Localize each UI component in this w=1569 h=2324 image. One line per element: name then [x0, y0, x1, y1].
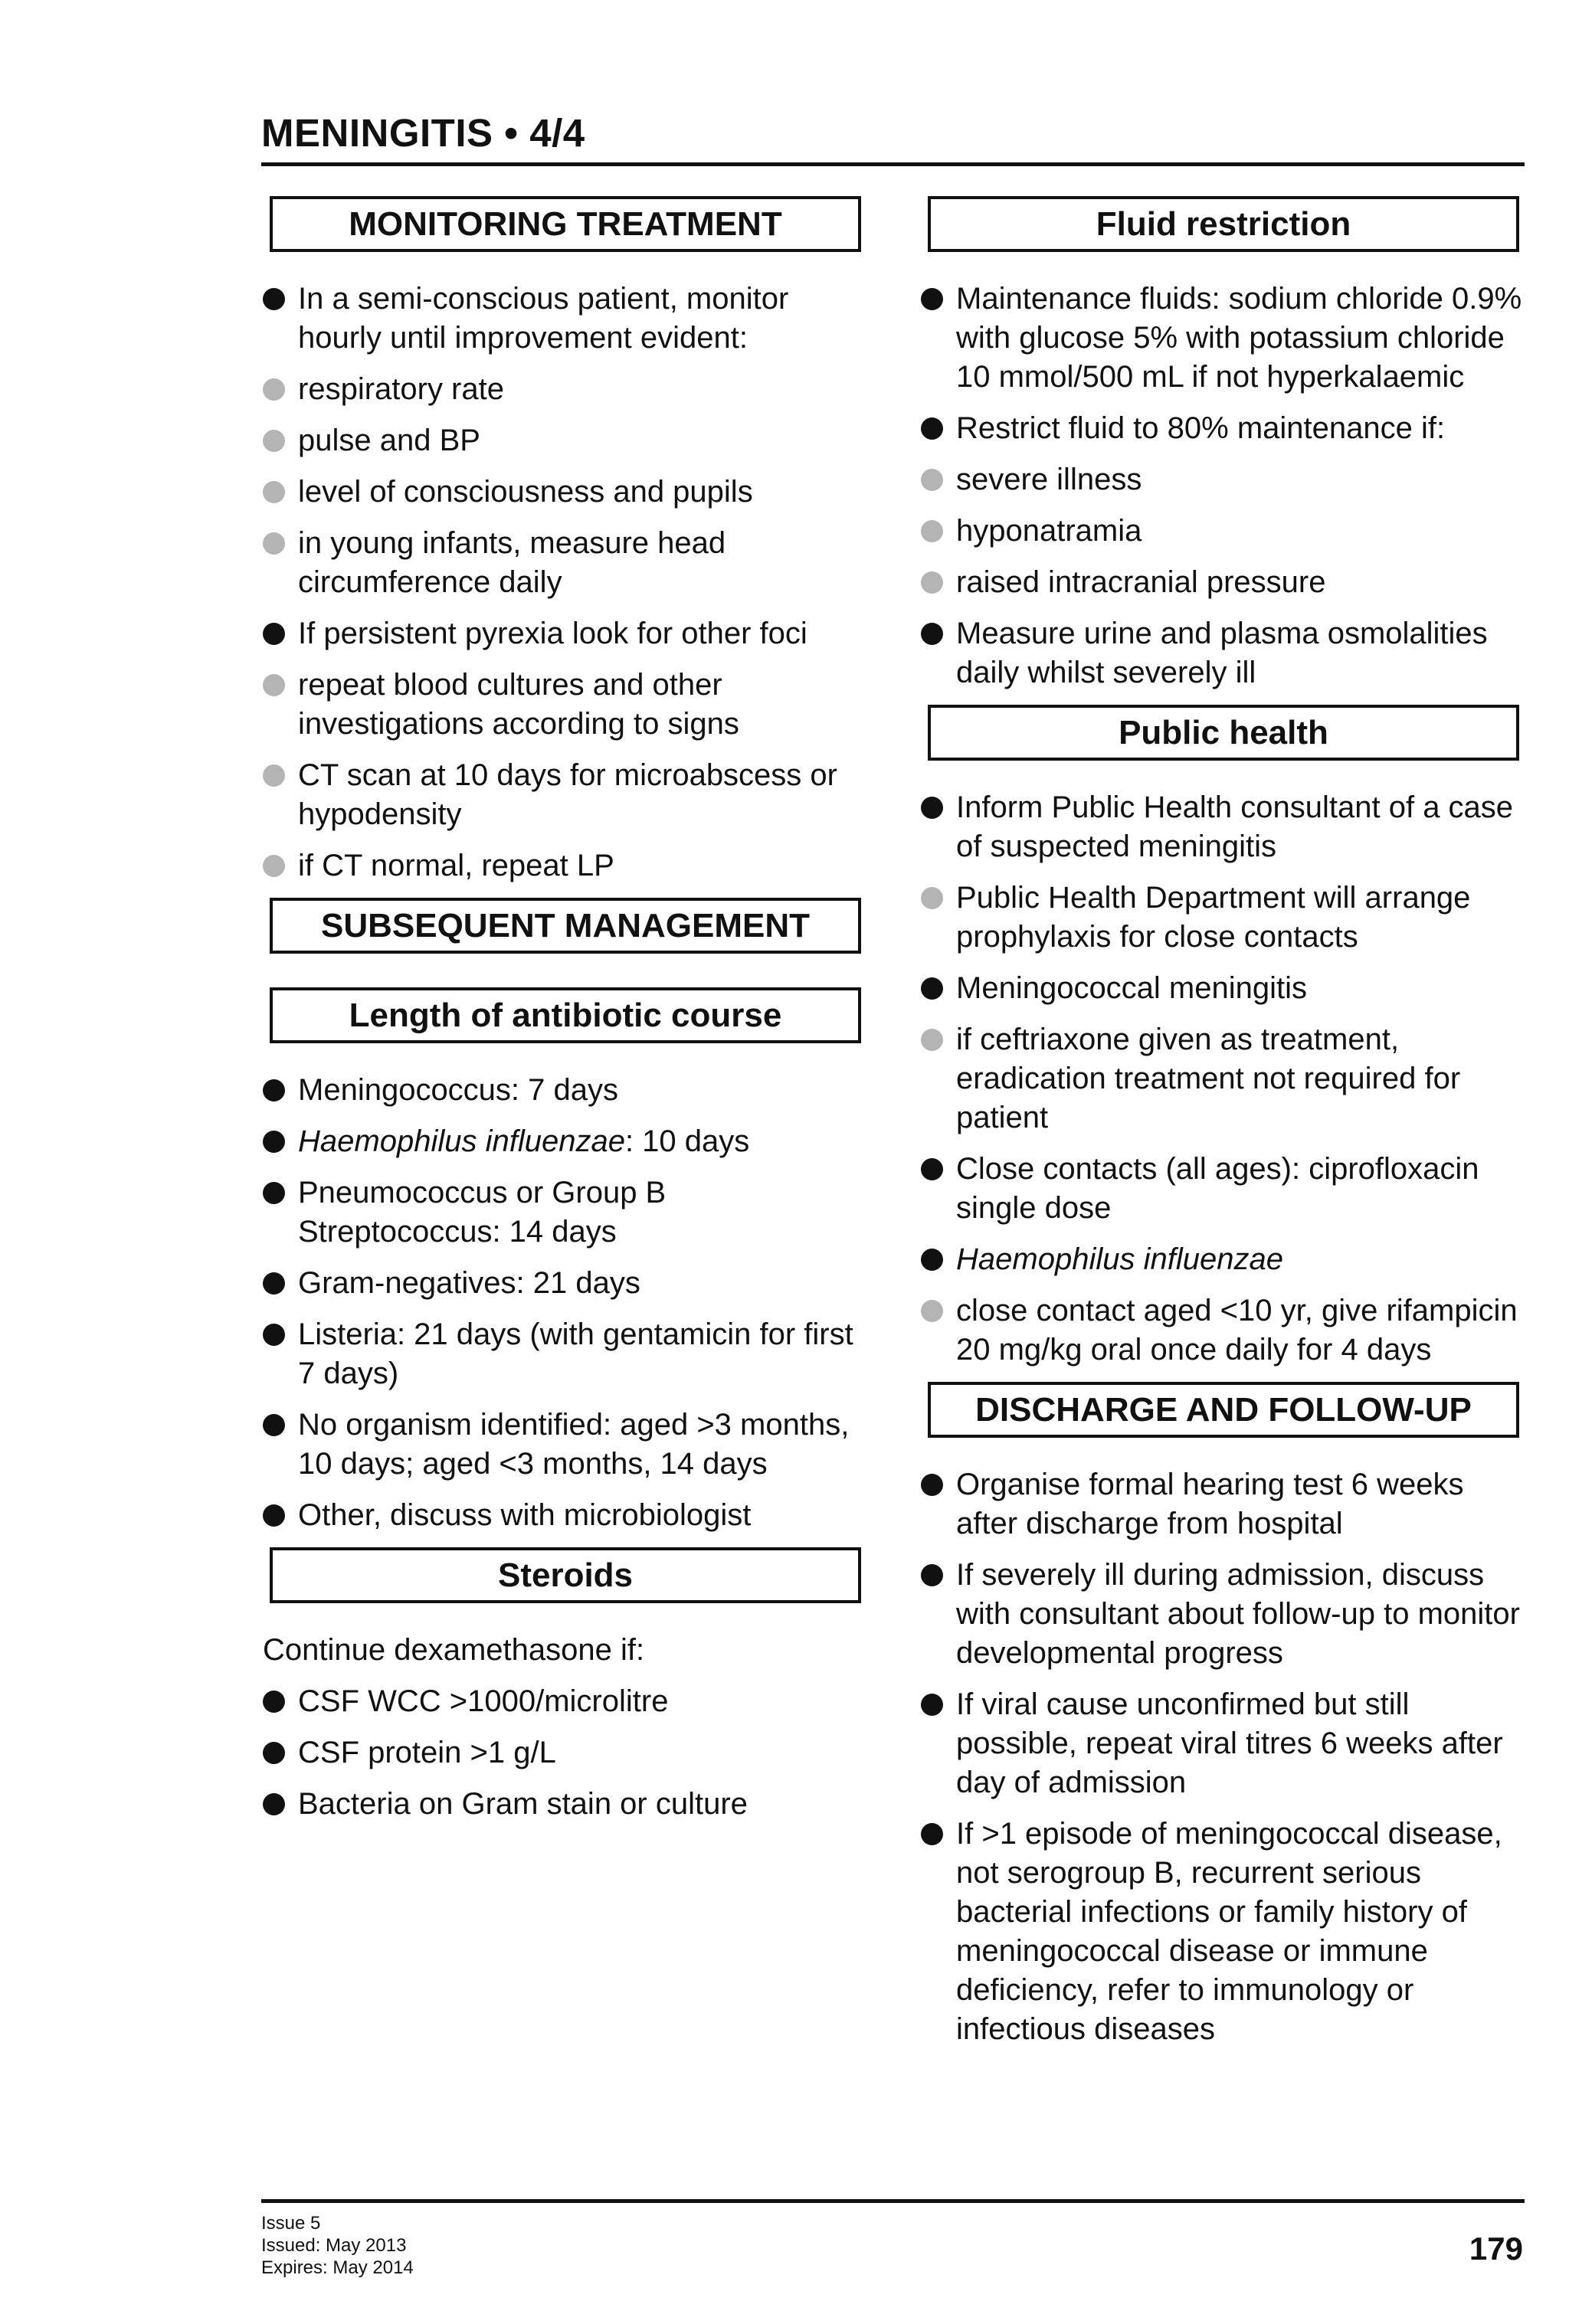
title-rule: [261, 162, 1525, 166]
sub-bullet-icon: [921, 571, 943, 594]
sub-bullet-icon: [263, 532, 285, 555]
sub-bullet-icon: [921, 1029, 943, 1051]
list-item: if ceftriaxone given as treatment, eradication treatment not required for patient: [921, 1020, 1526, 1137]
list-item: CSF protein >1 g/L: [263, 1733, 868, 1772]
bullet-icon: [263, 623, 285, 645]
steroids-intro: Continue dexamethasone if:: [263, 1633, 645, 1667]
footer-meta: [261, 2212, 414, 2279]
bullet-icon: [921, 1823, 943, 1845]
sub-bullet-icon: [263, 430, 285, 452]
page-number: 179: [1469, 2231, 1523, 2267]
list-item: Restrict fluid to 80% maintenance if:: [921, 409, 1526, 448]
sub-bullet-icon: [921, 887, 943, 909]
bullet-icon: [263, 1414, 285, 1436]
organism-name: Haemophilus influenzae: [956, 1242, 1283, 1276]
list-item: hyponatramia: [921, 512, 1526, 551]
sub-bullet-icon: [921, 1300, 943, 1322]
bullet-icon: [263, 288, 285, 310]
page-title: MENINGITIS • 4/4: [261, 111, 585, 155]
steroids-heading: Steroids: [270, 1547, 861, 1603]
list-item: No organism identified: aged >3 months, 10 days; aged <3 months, 14 days: [263, 1406, 868, 1484]
bullet-icon: [921, 417, 943, 440]
list-item: Maintenance fluids: sodium chloride 0.9% with glucose 5% with potassium chloride 10 mmol/500 mL if not hyperkalaemic: [921, 280, 1526, 397]
bullet-icon: [263, 1079, 285, 1101]
bullet-icon: [921, 623, 943, 645]
list-item: if CT normal, repeat LP: [263, 846, 868, 885]
list-item: severe illness: [921, 460, 1526, 499]
bullet-icon: [921, 1158, 943, 1180]
list-item: If >1 episode of meningococcal disease, not serogroup B, recurrent serious bacterial infections or family history of meningococcal disease or immune deficiency, refer to immunology or infectious diseases: [921, 1815, 1526, 2049]
issued-date: Issued: May 2013: [261, 2235, 407, 2256]
list-item: In a semi-conscious patient, monitor hourly until improvement evident:: [263, 280, 868, 358]
list-item: CSF WCC >1000/microlitre: [263, 1682, 868, 1721]
footer-rule: [261, 2199, 1525, 2203]
expiry-date: Expires: May 2014: [261, 2257, 414, 2278]
list-item: pulse and BP: [263, 421, 868, 460]
list-item: in young infants, measure head circumference daily: [263, 524, 868, 602]
list-item: Close contacts (all ages): ciprofloxacin single dose: [921, 1150, 1526, 1228]
monitoring-treatment-heading: MONITORING TREATMENT: [270, 196, 861, 252]
list-item: Gram-negatives: 21 days: [263, 1264, 868, 1303]
list-item: repeat blood cultures and other investigations according to signs: [263, 666, 868, 744]
bullet-icon: [263, 1793, 285, 1815]
bullet-icon: [263, 1324, 285, 1346]
sub-bullet-icon: [263, 378, 285, 401]
list-item: If persistent pyrexia look for other foci: [263, 614, 868, 653]
list-item: If viral cause unconfirmed but still possible, repeat viral titres 6 weeks after day of admission: [921, 1685, 1526, 1802]
bullet-icon: [921, 1474, 943, 1496]
list-item: respiratory rate: [263, 370, 868, 409]
bullet-icon: [263, 1742, 285, 1764]
list-item: Bacteria on Gram stain or culture: [263, 1785, 868, 1824]
bullet-icon: [921, 288, 943, 310]
bullet-icon: [921, 977, 943, 1000]
list-item: Measure urine and plasma osmolalities daily whilst severely ill: [921, 614, 1526, 692]
bullet-icon: [263, 1131, 285, 1153]
list-item: level of consciousness and pupils: [263, 473, 868, 512]
sub-bullet-icon: [921, 469, 943, 491]
list-item: [921, 1240, 1526, 1279]
sub-bullet-icon: [921, 520, 943, 542]
list-item: close contact aged <10 yr, give rifampicin 20 mg/kg oral once daily for 4 days: [921, 1291, 1526, 1370]
list-item: Pneumococcus or Group B Streptococcus: 14 days: [263, 1173, 868, 1252]
list-item: Public Health Department will arrange prophylaxis for close contacts: [921, 879, 1526, 957]
subsequent-management-heading: SUBSEQUENT MANAGEMENT: [270, 898, 861, 954]
list-item: If severely ill during admission, discuss with consultant about follow-up to monitor developmental progress: [921, 1556, 1526, 1673]
bullet-icon: [263, 1272, 285, 1295]
fluid-restriction-heading: Fluid restriction: [928, 196, 1519, 252]
bullet-icon: [921, 1694, 943, 1716]
issue-label: Issue 5: [261, 2213, 321, 2234]
discharge-heading: DISCHARGE AND FOLLOW-UP: [928, 1382, 1519, 1438]
list-item: Inform Public Health consultant of a case of suspected meningitis: [921, 788, 1526, 866]
bullet-icon: [921, 1564, 943, 1586]
sub-bullet-icon: [263, 855, 285, 877]
bullet-icon: [921, 797, 943, 819]
left-column: [263, 196, 868, 1836]
list-item: Listeria: 21 days (with gentamicin for first 7 days): [263, 1315, 868, 1393]
bullet-icon: [921, 1249, 943, 1271]
sub-bullet-icon: [263, 481, 285, 503]
list-item: raised intracranial pressure: [921, 563, 1526, 602]
public-health-heading: Public health: [928, 705, 1519, 761]
bullet-icon: [263, 1182, 285, 1204]
bullet-icon: [263, 1691, 285, 1713]
list-item: CT scan at 10 days for microabscess or hypodensity: [263, 756, 868, 834]
list-item: Meningococcus: 7 days: [263, 1071, 868, 1110]
sub-bullet-icon: [263, 674, 285, 696]
antibiotic-course-heading: Length of antibiotic course: [270, 987, 861, 1043]
list-item: Organise formal hearing test 6 weeks after discharge from hospital: [921, 1465, 1526, 1543]
sub-bullet-icon: [263, 764, 285, 787]
right-column: [921, 196, 1526, 2061]
list-item: Haemophilus influenzae: 10 days: [263, 1122, 868, 1161]
bullet-icon: [263, 1504, 285, 1527]
list-item: Meningococcal meningitis: [921, 969, 1526, 1008]
list-item: Other, discuss with microbiologist: [263, 1496, 868, 1535]
organism-name: Haemophilus influenzae: [298, 1124, 625, 1158]
